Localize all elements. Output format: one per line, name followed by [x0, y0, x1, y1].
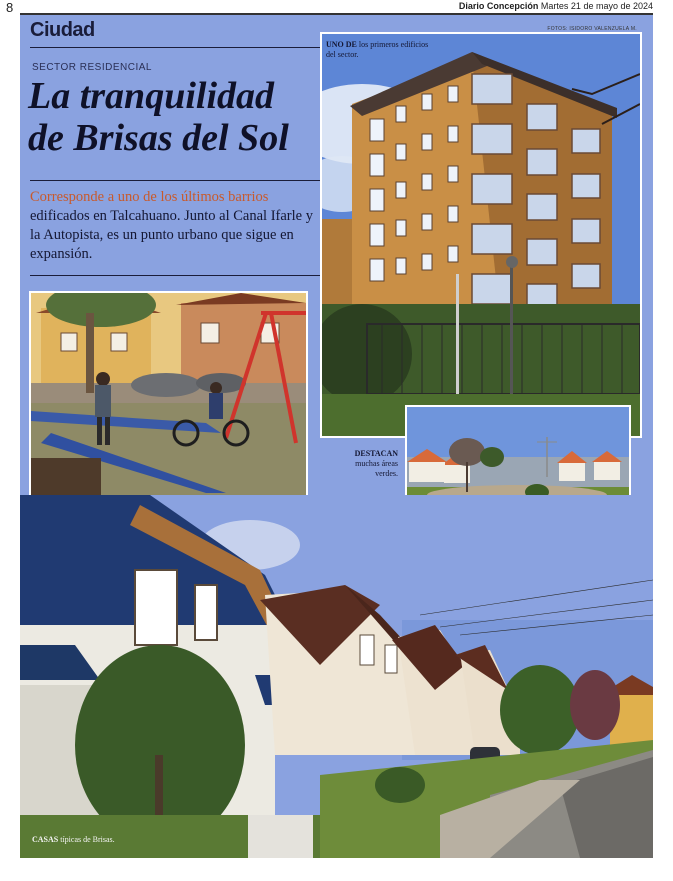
masthead: [459, 1, 653, 11]
kicker: SECTOR RESIDENCIAL: [32, 62, 152, 73]
page-number: 8: [6, 0, 14, 15]
lead-text: edificados en Talcahuano. Junto al Canal Ifarle y la Autopista, es un punto urbano que sigue en expansión.: [30, 208, 313, 262]
building-caption-text: los primeros edificios del sector.: [326, 40, 429, 59]
lead-rule-bottom: [30, 275, 322, 276]
green-areas-caption-text: muchas áreas verdes.: [355, 459, 398, 478]
green-areas-caption-lead: DESTACAN: [354, 449, 398, 458]
section-label: Ciudad: [30, 19, 95, 41]
building-caption: [326, 40, 436, 60]
playground-photo: [29, 291, 308, 497]
houses-caption-lead: CASAS: [32, 835, 59, 844]
headline-line-1: La tranquilidad: [28, 75, 274, 117]
playground-illustration: [31, 293, 306, 495]
headline-line-2: de Brisas del Sol: [28, 117, 289, 159]
houses-caption-text: típicas de Brisas.: [60, 835, 115, 844]
houses-caption: [32, 835, 232, 845]
building-illustration: [322, 34, 640, 436]
issue-date: Martes 21 de mayo de 2024: [540, 1, 653, 11]
green-areas-caption: [338, 449, 398, 479]
building-photo: [320, 32, 642, 438]
headline: [28, 75, 328, 159]
building-caption-lead: UNO DE: [326, 40, 357, 49]
houses-photo: [20, 495, 653, 858]
lead-rule-top: [30, 180, 322, 181]
article-panel: [20, 15, 653, 858]
page-header: [0, 0, 673, 13]
lead-accent: Corresponde a uno de los últimos barrios: [30, 189, 269, 205]
newspaper-name: Diario Concepción: [458, 1, 539, 11]
lead-paragraph: [30, 188, 322, 264]
section-rule: [30, 47, 322, 48]
houses-illustration: [20, 495, 653, 858]
photo-credit: FOTOS: ISIDORO VALENZUELA M.: [547, 26, 637, 32]
